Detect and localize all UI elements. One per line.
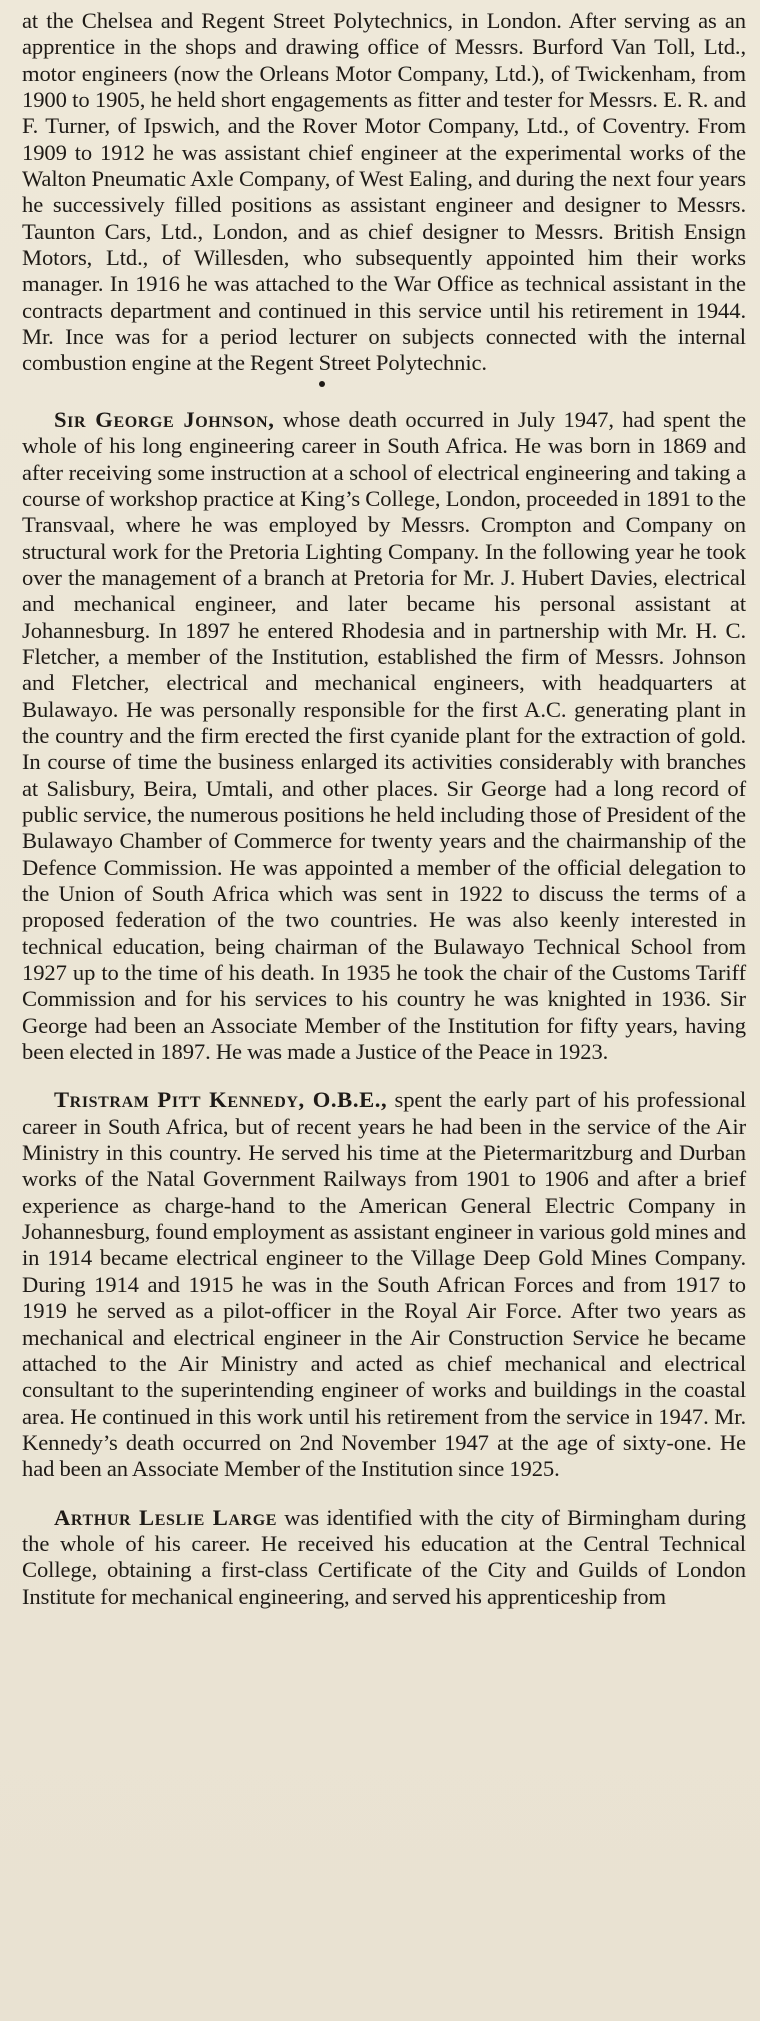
obituary-name: Tristram Pitt Kennedy, O.B.E.,: [54, 1087, 388, 1113]
paragraph-gap: [22, 1065, 746, 1087]
paragraph-gap: [22, 1483, 746, 1505]
obituary-text: at the Chelsea and Regent Street Polytechnics, in London. After serving as an apprentice in the shops and drawing office of Messrs. Burford Van Toll, Ltd., motor engineers (now the Orleans Motor Company, Ltd.), of Twickenham, from 1900 to 1905, he held short engagements as fitter and tester for Messrs. E. R. and F. Turner, of Ipswich, and the Rover Motor Company, Ltd., of Coventry. From 1909 to 1912 he was assistant chief engineer at the experimental works of the Walton Pneumatic Axle Company, of West Ealing, and during the next four years he successively filled positions as assistant engineer and designer to Messrs. Taunton Cars, Ltd., London, and as chief designer to Messrs. British Ensign Motors, Ltd., of Willesden, who subsequently appointed him their works manager. In 1916 he was attached to the War Office as technical assistant in the contracts department and continued in this service until his retirement in 1944. Mr. Ince was for a period lecturer on subjects connected with the internal combustion engine at the Regent Street Polytechnic.: [22, 8, 746, 376]
obituary-name: Sir George Johnson,: [54, 406, 275, 432]
obituary-large: [22, 1505, 746, 1610]
bullet-dot-icon: [319, 381, 325, 387]
obituary-ince-continued: [22, 8, 746, 377]
obituary-johnson: [22, 407, 746, 1066]
obituary-text: spent the early part of his professional career in South Africa, but of recent years he had been in the service of the Air Ministry in this country. He served his time at the Pietermaritzburg and Durban works of the Natal Government Railways from 1901 to 1906 and after a brief experience as charge-hand to the American General Electric Company in Johannesburg, found employment as assistant engineer in various gold mines and in 1914 became electrical engineer to the Village Deep Gold Mines Company. During 1914 and 1915 he was in the South African Forces and from 1917 to 1919 he served as a pilot-officer in the Royal Air Force. After two years as mechanical and electrical engineer in the Air Construction Service he became attached to the Air Ministry and acted as chief mechanical and electrical consultant to the superintending engineer of works and buildings in the coastal area. He continued in this work until his retirement from the service in 1947. Mr. Kennedy’s death occurred on 2nd November 1947 at the age of sixty-one. He had been an Associate Member of the Institution since 1925.: [22, 1087, 747, 1482]
obituary-kennedy: [22, 1087, 746, 1482]
obituary-text: was identified with the city of Birmingham during the whole of his career. He received his education at the Central Technical College, obtaining a first-class Certificate of the City and Guilds of London Institute for mechanical engineering, and served his apprenticeship from: [22, 1504, 746, 1609]
section-separator: [22, 377, 746, 407]
obituary-text: whose death occurred in July 1947, had spent the whole of his long engineering career in South Africa. He was born in 1869 and after receiving some instruction at a school of electrical engineering and taking a course of workshop practice at King’s College, London, proceeded in 1891 to the Transvaal, where he was employed by Messrs. Crompton and Company on structural work for the Pretoria Lighting Company. In the following year he took over the management of a branch at Pretoria for Mr. J. Hubert Davies, electrical and mechanical engineer, and later became his personal assistant at Johannesburg. In 1897 he entered Rhodesia and in partnership with Mr. H. C. Fletcher, a member of the Institution, established the firm of Messrs. Johnson and Fletcher, electrical and mechanical engineers, with headquarters at Bulawayo. He was personally responsible for the first A.C. generating plant in the country and the firm erected the first cyanide plant for the extraction of gold. In course of time the business enlarged its activities considerably with branches at Salisbury, Beira, Umtali, and other places. Sir George had a long record of public service, the numerous positions he held including those of President of the Bulawayo Chamber of Commerce for twenty years and the chairmanship of the Defence Commission. He was appointed a member of the official delegation to the Union of South Africa which was sent in 1922 to discuss the terms of a proposed federation of the two countries. He was also keenly interested in technical education, being chairman of the Bulawayo Technical School from 1927 up to the time of his death. In 1935 he took the chair of the Customs Tariff Commission and for his services to his country he was knighted in 1936. Sir George had been an Associate Member of the Institution for fifty years, having been elected in 1897. He was made a Justice of the Peace in 1923.: [22, 406, 746, 1065]
obituary-name: Arthur Leslie Large: [54, 1504, 278, 1530]
